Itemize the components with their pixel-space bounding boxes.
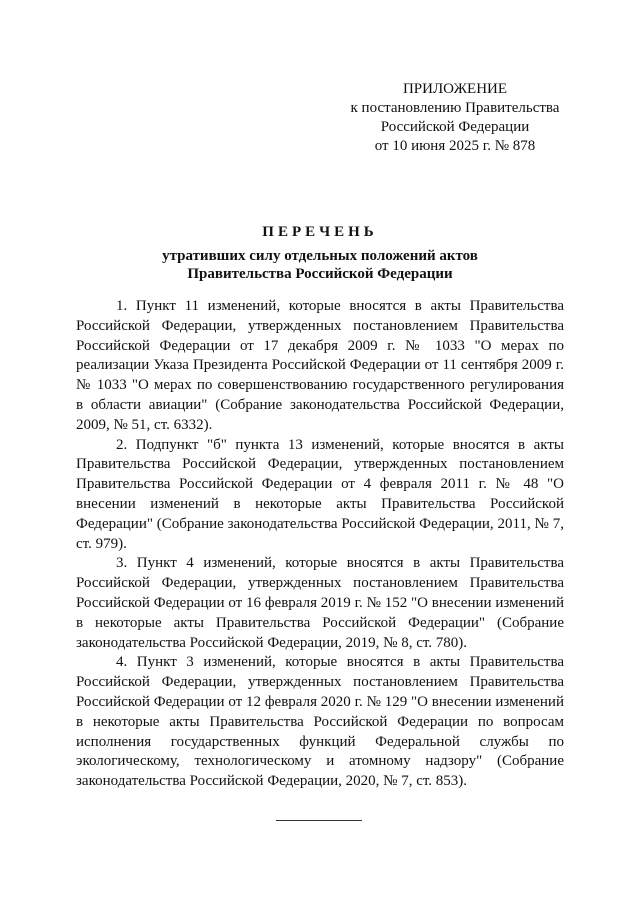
list-item: 4. Пункт 3 изменений, которые вносятся в акты Правительства Российской Федерации, утвержденных постановлением Правительства Российской Федерации от 12 февраля 2020 г. № 129 "О внесении изменений в некоторые акты Правительства Российской Федерации по вопросам исполнения государственных функций Федеральной службы по экологическому, технологическому и атомному надзору" (Собрание законодательства Российской Федерации, 2020, № 7, ст. 853). [76,654,564,790]
appendix-authority: Российской Федерации [380,119,530,135]
appendix-heading: ПРИЛОЖЕНИЕ [402,81,508,97]
document-body [76,297,564,792]
appendix-reference: к постановлению Правительства [350,100,560,116]
list-item: 1. Пункт 11 изменений, которые вносятся в акты Правительства Российской Федерации, утвержденных постановлением Правительства Российской Федерации от 17 декабря 2009 г. № 1033 "О мерах по реализации Указа Президента Российской Федерации от 11 сентября 2009 г. № 1033 "О мерах по совершенствованию государственного регулирования в области авиации" (Собрание законодательства Российской Федерации, 2009, № 51, ст. 6332). [76,298,564,433]
list-item: 2. Подпункт "б" пункта 13 изменений, которые вносятся в акты Правительства Российской Федерации, утвержденных постановлением Правительства Российской Федерации от 4 февраля 2011 г. № 48 "О внесении изменений в некоторые акты Правительства Российской Федерации" (Собрание законодательства Российской Федерации, 2011, № 7, ст. 979). [76,436,564,552]
list-item: 3. Пункт 4 изменений, которые вносятся в акты Правительства Российской Федерации, утвержденных постановлением Правительства Российской Федерации от 16 февраля 2019 г. № 152 "О внесении изменений в некоторые акты Правительства Российской Федерации" (Собрание законодательства Российской Федерации, 2019, № 8, ст. 780). [76,555,564,651]
document-title: ПЕРЕЧЕНЬ [262,224,378,240]
subtitle-line-2: Правительства Российской Федерации [187,266,453,282]
appendix-date-number: от 10 июня 2025 г. № 878 [374,138,536,154]
closing-divider [276,820,362,821]
subtitle-line-1: утративших силу отдельных положений актов [162,248,478,264]
document-subtitle [0,247,640,283]
appendix-block [330,80,580,156]
